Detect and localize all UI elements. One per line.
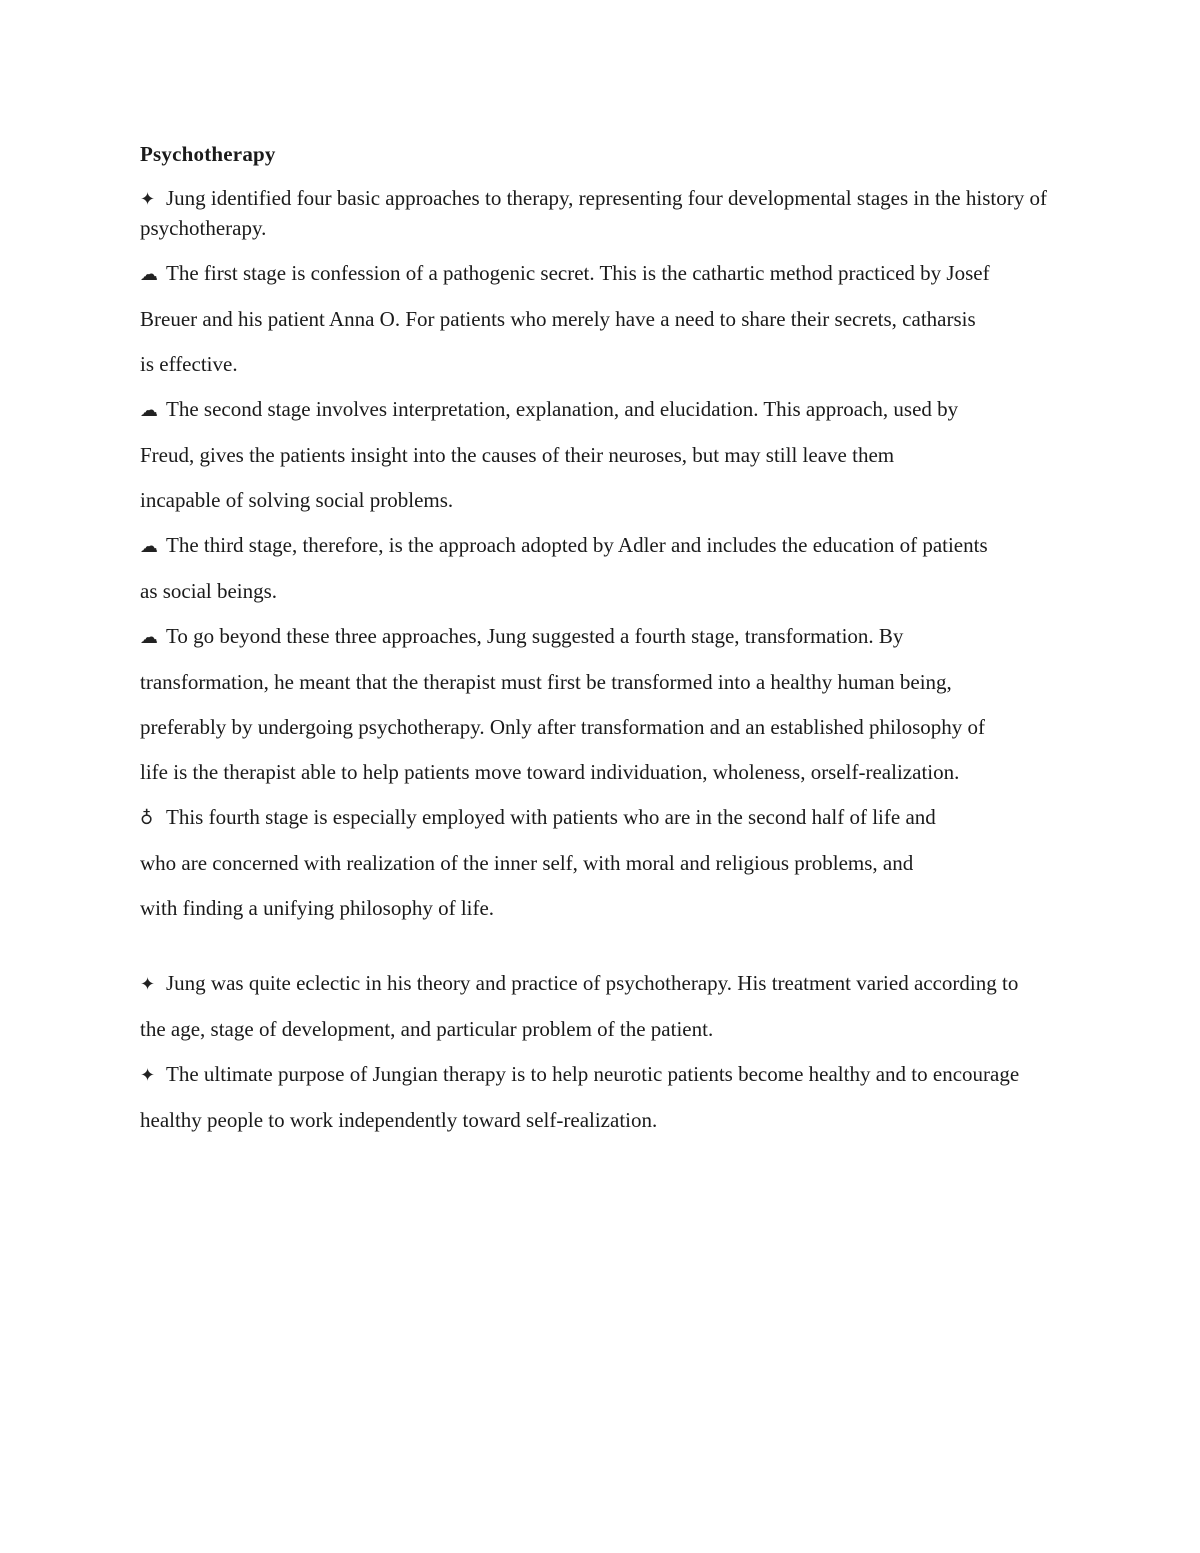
- paragraph: [140, 894, 1065, 923]
- paragraph: [140, 1015, 1065, 1044]
- paragraph-text: preferably by undergoing psychotherapy. Only after transformation and an established philosophy of: [140, 715, 986, 739]
- paragraph: [140, 622, 1065, 652]
- paragraph-text: healthy people to work independently toward self-realization.: [140, 1108, 658, 1132]
- paragraph: [140, 803, 1065, 833]
- document-body: [140, 140, 1065, 1151]
- cloud-bullet-icon: ☁: [140, 400, 158, 421]
- paragraph: [140, 849, 1065, 878]
- paragraph: [140, 486, 1065, 515]
- spiral-bullet-icon: ♁: [140, 808, 154, 829]
- paragraph: [140, 259, 1065, 289]
- paragraph-text: the age, stage of development, and particular problem of the patient.: [140, 1017, 714, 1041]
- paragraph: [140, 758, 1065, 787]
- cloud-bullet-icon: ☁: [140, 627, 158, 648]
- paragraph-text: who are concerned with realization of the inner self, with moral and religious problems, and: [140, 851, 914, 875]
- paragraph: [140, 184, 1065, 243]
- paragraph-text: Jung was quite eclectic in his theory and practice of psychotherapy. His treatment varied according to: [166, 971, 1019, 995]
- paragraph: [140, 1106, 1065, 1135]
- paragraph-text: incapable of solving social problems.: [140, 488, 454, 512]
- paragraph-text: The ultimate purpose of Jungian therapy is to help neurotic patients become healthy and to encourage: [166, 1062, 1020, 1086]
- paragraph-text: with finding a unifying philosophy of life.: [140, 896, 495, 920]
- paragraph-text: as social beings.: [140, 579, 278, 603]
- paragraph: [140, 305, 1065, 334]
- paragraph-text: life is the therapist able to help patients move toward individuation, wholeness, orself-realization.: [140, 760, 960, 784]
- cloud-bullet-icon: ☁: [140, 264, 158, 285]
- star-bullet-icon: ✦: [140, 189, 156, 210]
- paragraph-text: Jung identified four basic approaches to therapy, representing four developmental stages in the history of psychotherapy.: [140, 186, 1047, 240]
- paragraph: [140, 969, 1065, 999]
- paragraph-text: The third stage, therefore, is the approach adopted by Adler and includes the education of patients: [166, 533, 988, 557]
- star-bullet-icon: ✦: [140, 1065, 156, 1086]
- paragraph-text: is effective.: [140, 352, 238, 376]
- paragraph-text: The first stage is confession of a pathogenic secret. This is the cathartic method practiced by Josef: [166, 261, 990, 285]
- paragraph: [140, 668, 1065, 697]
- paragraph-text: This fourth stage is especially employed with patients who are in the second half of life and: [166, 805, 936, 829]
- cloud-bullet-icon: ☁: [140, 536, 158, 557]
- paragraph: [140, 441, 1065, 470]
- paragraph-text: The second stage involves interpretation, explanation, and elucidation. This approach, used by: [166, 397, 959, 421]
- star-bullet-icon: ✦: [140, 974, 156, 995]
- paragraph-text: transformation, he meant that the therapist must first be transformed into a healthy human being,: [140, 670, 952, 694]
- document-title: Psychotherapy: [140, 142, 276, 166]
- paragraph-text: To go beyond these three approaches, Jung suggested a fourth stage, transformation. By: [166, 624, 904, 648]
- paragraph-text: Breuer and his patient Anna O. For patients who merely have a need to share their secrets, catharsis: [140, 307, 976, 331]
- paragraph: [140, 531, 1065, 561]
- paragraph: [140, 713, 1065, 742]
- paragraph: [140, 1060, 1065, 1090]
- blank-line: [140, 939, 1065, 969]
- paragraph: [140, 395, 1065, 425]
- paragraph: [140, 350, 1065, 379]
- paragraph: [140, 577, 1065, 606]
- paragraph-text: Freud, gives the patients insight into the causes of their neuroses, but may still leave them: [140, 443, 895, 467]
